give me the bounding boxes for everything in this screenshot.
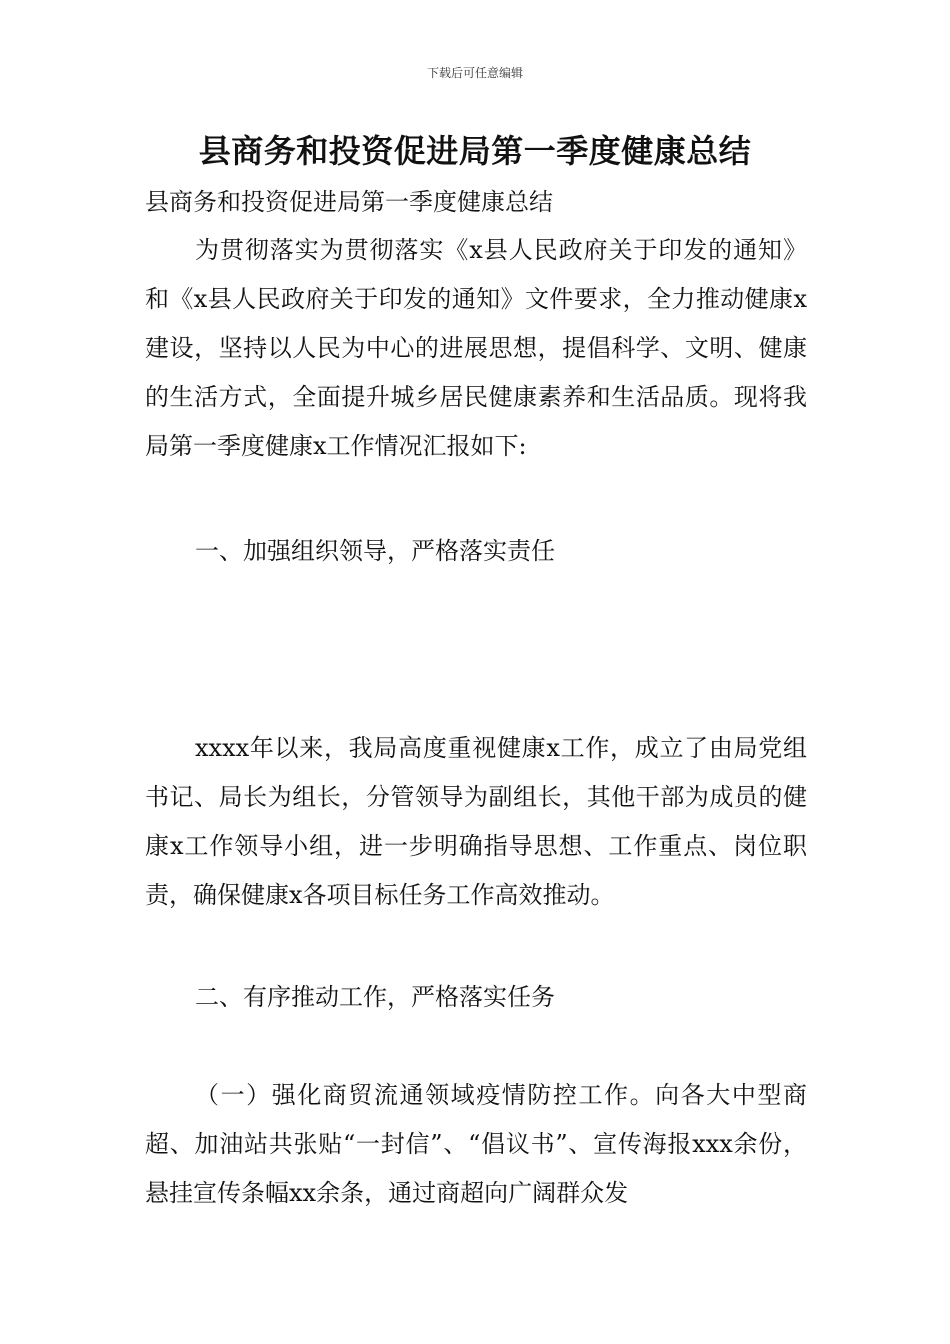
document-subtitle: 县商务和投资促进局第一季度健康总结: [145, 188, 553, 216]
paragraph-intro: 为贯彻落实为贯彻落实《x县人民政府关于印发的通知》和《x县人民政府关于印发的通知》文件要求，全力推动健康x建设，坚持以人民为中心的进展思想，提倡科学、文明、健康的生活方式，全面提升城乡居民健康素养和生活品质。现将我局第一季度健康x工作情况汇报如下:: [145, 236, 807, 460]
paragraph-epidemic-control: （一）强化商贸流通领域疫情防控工作。向各大中型商超、加油站共张贴“一封信”、“倡议书”、宣传海报xxx余份，悬挂宣传条幅xx余条，通过商超向广阔群众发: [145, 1081, 807, 1207]
paragraph-organization: xxxx年以来，我局高度重视健康x工作，成立了由局党组书记、局长为组长，分管领导为副组长，其他干部为成员的健康x工作领导小组，进一步明确指导思想、工作重点、岗位职责，确保健康x各项目标任务工作高效推动。: [145, 734, 807, 909]
document-title: 县商务和投资促进局第一季度健康总结: [198, 132, 752, 170]
section-heading-1: 一、加强组织领导，严格落实责任: [195, 537, 555, 565]
section-heading-2: 二、有序推动工作，严格落实任务: [195, 983, 555, 1011]
header-note: 下载后可任意编辑: [426, 66, 523, 80]
